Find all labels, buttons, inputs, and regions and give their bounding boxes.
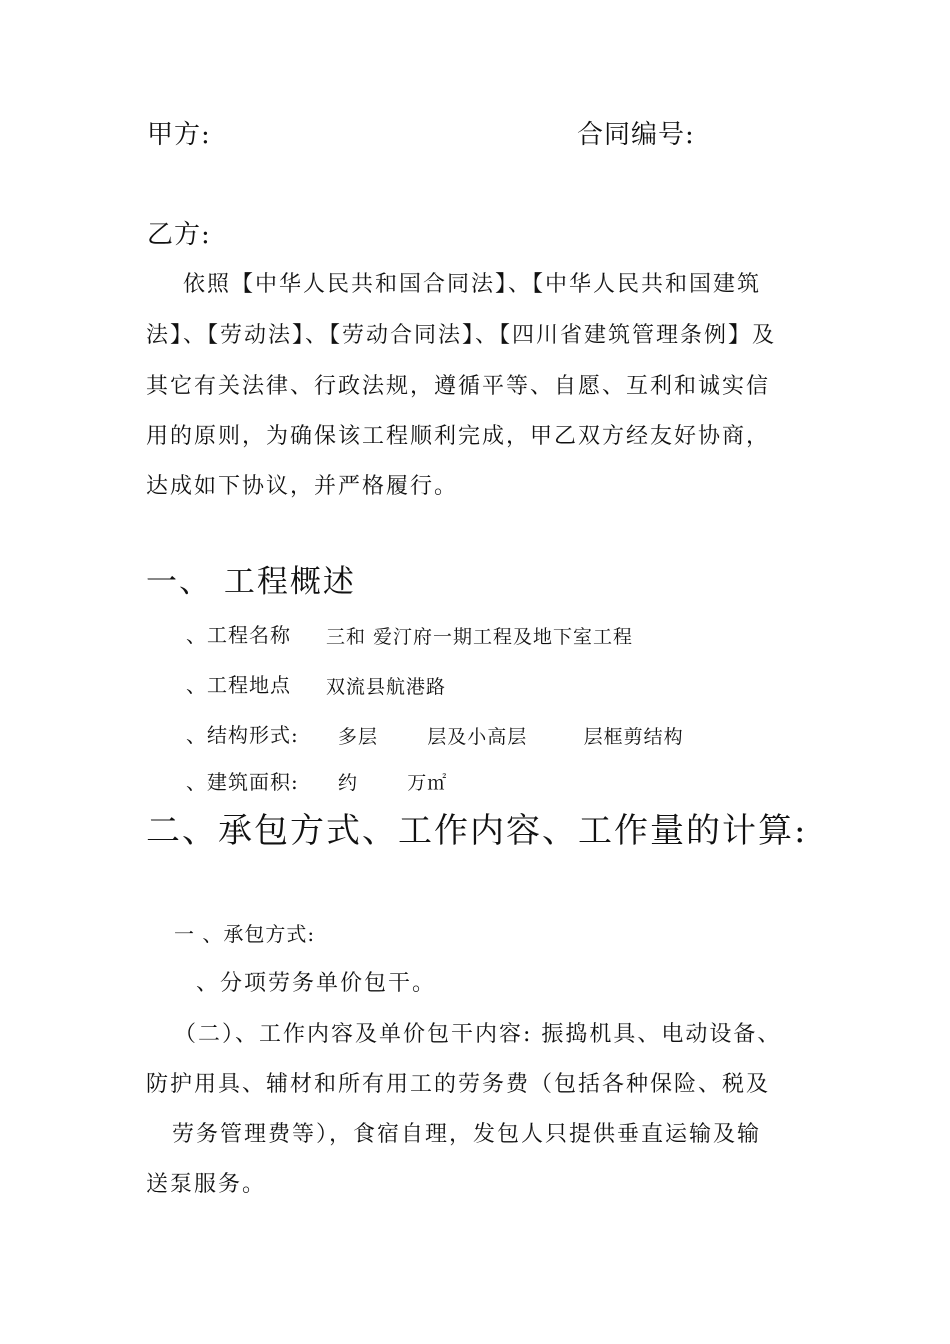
work-content-line: 防护用具、辅材和所有用工的劳务费（包括各种保险、税及 <box>146 1072 771 1097</box>
work-content-line: 送泵服务。 <box>146 1172 267 1197</box>
contract-method-item: 、分项劳务单价包干。 <box>196 971 437 996</box>
preamble-line: 法】、【劳动法】、【劳动合同法】、【四川省建筑管理条例】及 <box>146 323 777 348</box>
structure-type-value: 多层 层及小高层 层框剪结构 <box>338 726 684 748</box>
preamble-line: 达成如下协议，并严格履行。 <box>146 474 459 499</box>
work-content-line: （二）、工作内容及单价包干内容: 振捣机具、电动设备、 <box>174 1022 782 1047</box>
project-location-value: 双流县航港路 <box>326 676 447 698</box>
section-heading: 一、 工程概述 <box>146 564 356 600</box>
party-b-label: 乙方: <box>147 220 211 250</box>
building-area-value: 约 万㎡ <box>338 772 448 794</box>
contract-number-label: 合同编号: <box>577 120 695 150</box>
section-heading: 二、承包方式、工作内容、工作量的计算: <box>146 811 808 851</box>
party-a-label: 甲方: <box>147 120 211 150</box>
project-name-value: 三和 爱汀府一期工程及地下室工程 <box>326 626 634 648</box>
subsection-heading: 一 、承包方式: <box>174 922 316 946</box>
structure-type-label: 、结构形式: <box>186 723 299 747</box>
preamble-line: 依照【中华人民共和国合同法】、【中华人民共和国建筑 <box>183 272 762 297</box>
project-location-label: 、工程地点 <box>186 673 291 697</box>
project-name-label: 、工程名称 <box>186 623 291 647</box>
preamble-line: 其它有关法律、行政法规，遵循平等、自愿、互利和诚实信 <box>146 374 771 399</box>
building-area-label: 、建筑面积: <box>186 770 299 794</box>
preamble-line: 用的原则，为确保该工程顺利完成，甲乙双方经友好协商， <box>146 424 771 449</box>
work-content-line: 劳务管理费等），食宿自理，发包人只提供垂直运输及输 <box>172 1122 762 1147</box>
